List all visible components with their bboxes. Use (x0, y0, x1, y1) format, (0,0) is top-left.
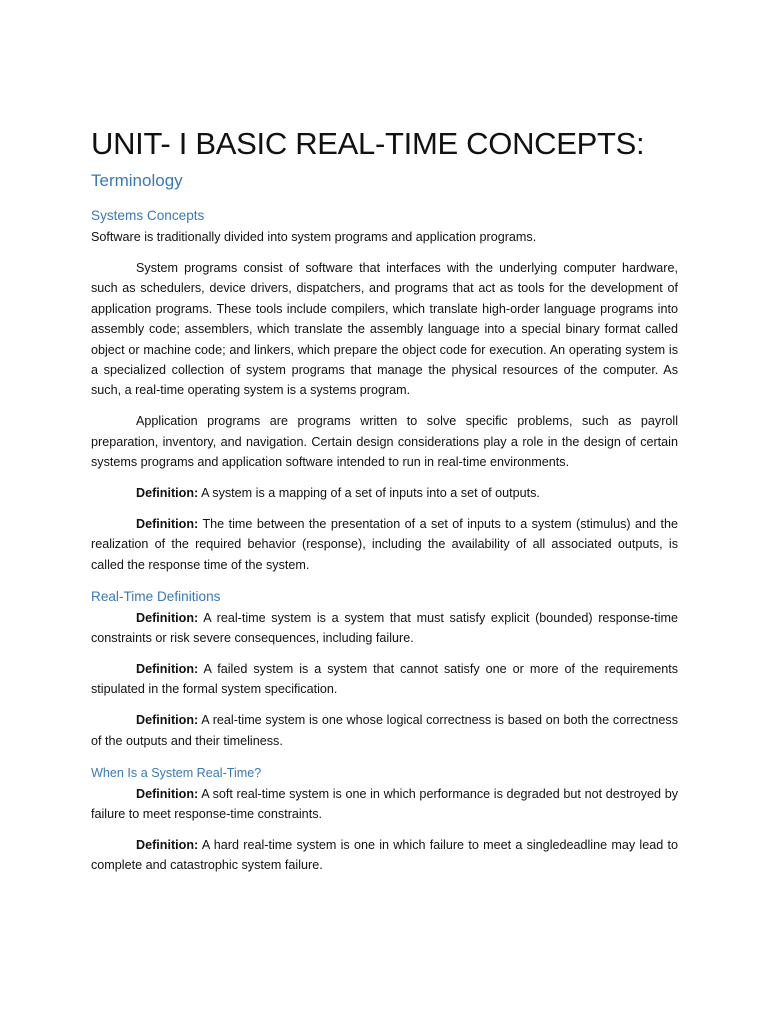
definition-text: A hard real-time system is one in which failure to meet a singledeadline may lead to complete and catastrophic system failure. (91, 837, 678, 873)
definition-text: The time between the presentation of a set of inputs to a system (stimulus) and the realization of the required behavior (response), including the availability of all associated outputs, is called the response time of the system. (91, 516, 678, 572)
definition-label: Definition: (136, 837, 199, 852)
document-title: UNIT- I BASIC REAL-TIME CONCEPTS: (91, 126, 645, 161)
paragraph-system-programs: System programs consist of software that interfaces with the underlying computer hardware, such as schedulers, device drivers, dispatchers, and programs that act as tools for the development of application programs. These tools include compilers, which translate high-order language programs into assembly code; assemblers, which translate the assembly language into a special binary format called object or machine code; and linkers, which prepare the object code for execution. An operating system is a specialized collection of system programs that manage the physical resources of the computer. As such, a real-time operating system is a systems program. (91, 260, 678, 398)
definition-label: Definition: (136, 610, 199, 625)
definition-soft-real-time (91, 784, 678, 825)
definition-system (91, 483, 678, 503)
definition-label: Definition: (136, 516, 199, 531)
definition-failed-system (91, 659, 678, 700)
definition-text: A real-time system is a system that must satisfy explicit (bounded) response-time constraints or risk severe consequences, including failure. (91, 610, 678, 645)
definition-text: A system is a mapping of a set of inputs into a set of outputs. (198, 485, 540, 500)
definition-logical-correctness (91, 710, 678, 751)
document-body (91, 205, 678, 886)
section-heading-real-time-definitions: Real-Time Definitions (91, 588, 221, 604)
definition-label: Definition: (136, 786, 199, 801)
document-subtitle: Terminology (91, 171, 183, 190)
definition-label: Definition: (136, 485, 199, 500)
section-heading-systems-concepts: Systems Concepts (91, 208, 205, 223)
definition-label: Definition: (136, 713, 199, 728)
definition-label: Definition: (136, 661, 199, 676)
definition-response-time (91, 514, 678, 575)
definition-text: A soft real-time system is one in which performance is degraded but not destroyed by failure to meet response-time constraints. (91, 786, 678, 821)
paragraph-application-programs: Application programs are programs written to solve specific problems, such as payroll preparation, inventory, and navigation. Certain design considerations play a role in the design of certain systems programs and application software intended to run in real-time environments. (91, 414, 678, 470)
definition-text: A real-time system is one whose logical correctness is based on both the correctness of the outputs and their timeliness. (91, 713, 678, 748)
definition-real-time-system (91, 608, 678, 649)
section-heading-when-real-time: When Is a System Real-Time? (91, 765, 262, 780)
paragraph-software-division: Software is traditionally divided into system programs and application programs. (91, 230, 537, 244)
definition-text: A failed system is a system that cannot satisfy one or more of the requirements stipulated in the formal system specification. (91, 661, 678, 697)
definition-hard-real-time (91, 835, 678, 876)
